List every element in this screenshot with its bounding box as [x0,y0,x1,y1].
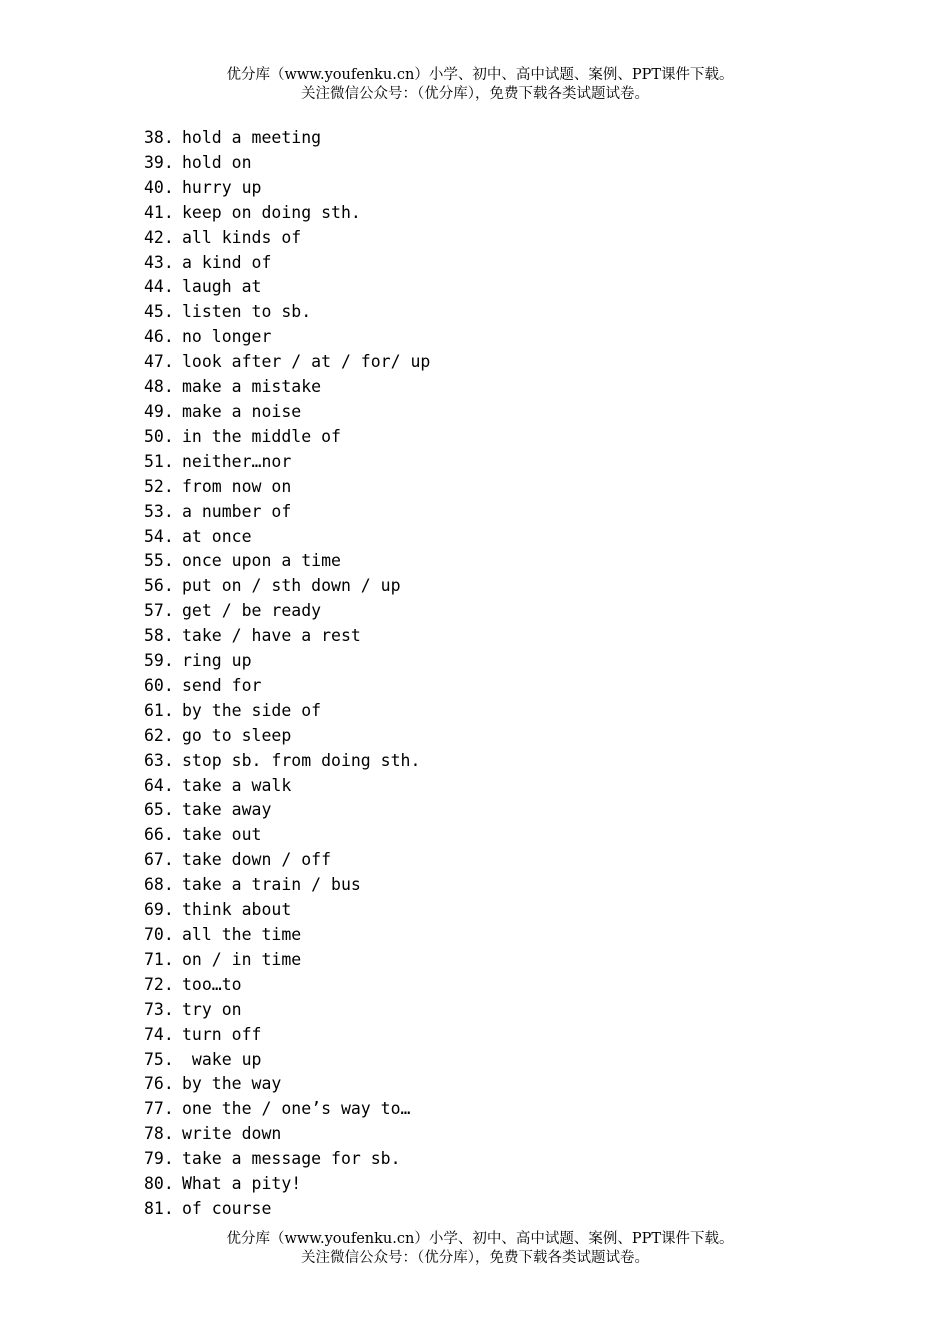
list-item [144,226,430,251]
phrase-list [144,126,430,1222]
item-number: 73. [144,999,174,1019]
item-phrase: hold a meeting [182,128,322,147]
item-number: 80. [144,1174,174,1194]
item-phrase: stop sb. from doing sth. [182,750,421,770]
item-number: 65. [144,800,174,820]
item-phrase: keep on doing sth. [182,202,361,222]
list-item [144,450,430,475]
list-item [144,848,430,873]
item-number: 48. [144,377,174,397]
list-item [144,549,430,574]
item-phrase: in the middle of [182,426,341,446]
list-item [144,475,430,500]
list-item [144,649,430,674]
item-number: 41. [144,202,174,222]
list-item [144,699,430,724]
item-number: 56. [144,576,174,596]
list-item [144,724,430,749]
list-item [144,375,430,400]
item-number: 46. [144,327,174,347]
item-number: 47. [144,352,174,372]
list-item [144,1147,430,1172]
item-phrase: by the side of [182,700,322,720]
page-header [0,66,950,104]
list-item [144,201,430,226]
header-line-2: 关注微信公众号：（优分库），免费下载各类试题试卷。 [301,86,649,102]
item-number: 63. [144,750,174,770]
item-number: 58. [144,626,174,646]
item-phrase: a kind of [182,252,272,272]
list-item [144,574,430,599]
list-item [144,973,430,998]
list-item [144,1072,430,1097]
list-item [144,275,430,300]
item-number: 45. [144,302,174,322]
item-phrase: too…to [182,974,242,994]
item-number: 61. [144,700,174,720]
item-phrase: all kinds of [182,227,302,247]
item-phrase: think about [182,900,292,920]
list-item [144,500,430,525]
list-item [144,998,430,1023]
list-item [144,599,430,624]
list-item [144,774,430,799]
item-number: 66. [144,825,174,845]
item-number: 60. [144,675,174,695]
item-phrase: take a walk [182,775,292,795]
list-item [144,126,430,151]
list-item [144,923,430,948]
item-number: 39. [144,152,174,172]
page-footer [0,1230,950,1268]
item-number: 72. [144,974,174,994]
item-phrase: from now on [182,476,292,496]
item-number: 44. [144,277,174,297]
item-number: 43. [144,252,174,272]
item-number: 62. [144,725,174,745]
list-item [144,350,430,375]
list-item [144,624,430,649]
list-item [144,798,430,823]
item-number: 67. [144,850,174,870]
list-item [144,1122,430,1147]
item-phrase: What a pity! [182,1174,302,1194]
item-phrase: turn off [182,1024,262,1044]
item-phrase: take down / off [182,850,332,870]
list-item [144,873,430,898]
list-item [144,251,430,276]
list-item [144,1197,430,1222]
item-number: 69. [144,900,174,920]
item-phrase: take / have a rest [182,626,361,646]
item-number: 54. [144,526,174,546]
item-phrase: by the way [182,1074,282,1094]
list-item [144,1097,430,1122]
item-phrase: write down [182,1124,282,1144]
item-number: 78. [144,1124,174,1144]
item-phrase: a number of [182,501,292,521]
item-phrase: one the / one’s way to… [182,1099,411,1119]
item-phrase: at once [182,526,252,546]
item-phrase: laugh at [182,277,262,297]
header-line-1: 优分库（www.youfenku.cn）小学、初中、高中试题、案例、PPT课件下载。 [226,67,734,83]
item-phrase: on / in time [182,949,302,969]
item-number: 51. [144,451,174,471]
item-number: 70. [144,925,174,944]
item-phrase: make a noise [182,401,302,421]
item-number: 74. [144,1024,174,1044]
list-item [144,898,430,923]
item-number: 49. [144,401,174,421]
list-item [144,425,430,450]
list-item [144,1048,430,1073]
item-phrase: get / be ready [182,601,322,621]
item-phrase: take a message for sb. [182,1149,401,1169]
list-item [144,176,430,201]
list-item [144,749,430,774]
item-number: 59. [144,651,174,671]
list-item [144,948,430,973]
item-phrase: look after / at / for/ up [182,352,431,372]
item-phrase: all the time [182,925,302,944]
item-phrase: take a train / bus [182,875,361,895]
item-number: 81. [144,1198,174,1218]
item-phrase: neither…nor [182,451,292,471]
item-phrase: put on / sth down / up [182,576,401,596]
item-number: 77. [144,1099,174,1119]
item-number: 57. [144,601,174,621]
item-number: 64. [144,775,174,795]
item-phrase: wake up [182,1049,262,1069]
item-number: 71. [144,949,174,969]
item-number: 40. [144,177,174,197]
item-phrase: hurry up [182,177,262,197]
footer-line-1: 优分库（www.youfenku.cn）小学、初中、高中试题、案例、PPT课件下载。 [226,1231,734,1247]
item-phrase: of course [182,1198,272,1218]
item-number: 75. [144,1049,174,1069]
item-number: 79. [144,1149,174,1169]
list-item [144,525,430,550]
item-phrase: listen to sb. [182,302,312,322]
list-item [144,400,430,425]
item-phrase: no longer [182,327,272,347]
list-item [144,823,430,848]
item-number: 68. [144,875,174,895]
list-item [144,674,430,699]
item-number: 53. [144,501,174,521]
item-number: 55. [144,551,174,571]
item-number: 50. [144,426,174,446]
item-phrase: take away [182,800,272,820]
item-phrase: ring up [182,651,252,671]
item-number: 52. [144,476,174,496]
list-item [144,151,430,176]
item-number: 42. [144,227,174,247]
item-phrase: hold on [182,152,252,172]
list-item [144,1172,430,1197]
footer-line-2: 关注微信公众号：（优分库），免费下载各类试题试卷。 [301,1250,649,1266]
item-phrase: once upon a time [182,551,341,571]
item-phrase: take out [182,825,262,845]
item-number: 38. [144,128,174,147]
item-phrase: try on [182,999,242,1019]
item-phrase: make a mistake [182,377,322,397]
item-phrase: go to sleep [182,725,292,745]
item-phrase: send for [182,675,262,695]
item-number: 76. [144,1074,174,1094]
list-item [144,300,430,325]
list-item [144,325,430,350]
list-item [144,1023,430,1048]
